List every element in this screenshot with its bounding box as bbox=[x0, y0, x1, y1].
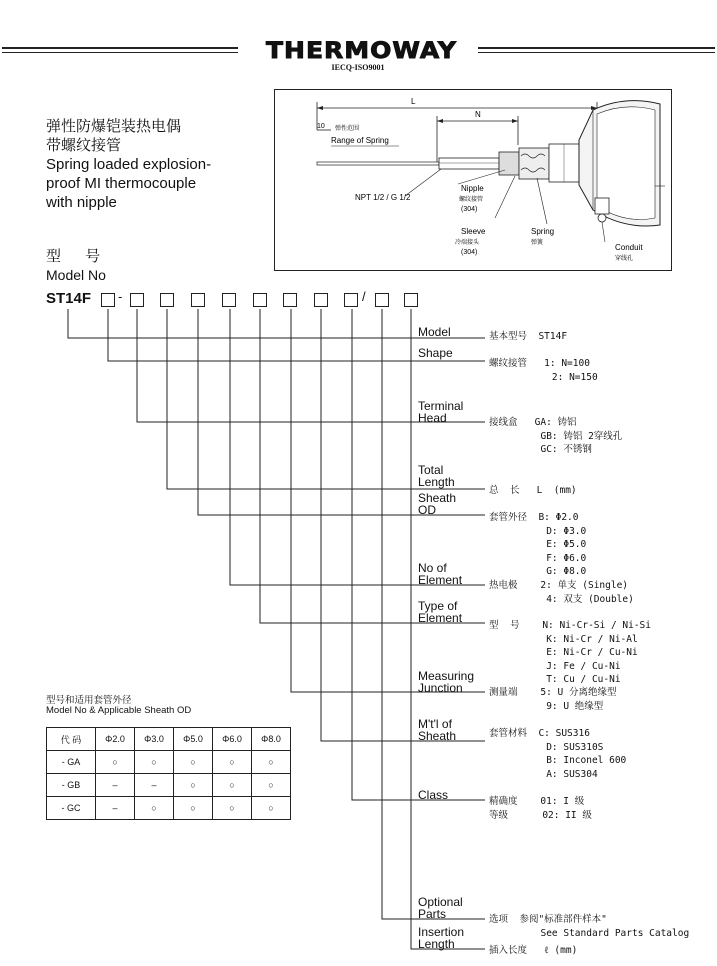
field-label-sheath-od: Sheath OD bbox=[418, 491, 457, 517]
field-desc-terminal-head: 接线盒 GA: 铸铝 GB: 铸铝 2穿线孔 GC: 不锈钢 bbox=[489, 417, 623, 455]
field-desc-type-of-element: 型 号 N: Ni-Cr-Si / Ni-Si K: Ni-Cr / Ni-Al E: Ni-Cr / Cu-Ni J: Fe / Cu-Ni T: Cu / Cu-Ni bbox=[489, 620, 651, 685]
brand-logo: THERMOWAY bbox=[266, 37, 457, 64]
table-cell: – bbox=[135, 774, 174, 797]
spring-cn-label: 弹簧 bbox=[531, 239, 544, 246]
field-label-type-of-element: Type of Element bbox=[418, 599, 463, 625]
table-header-cell: Φ3.0 bbox=[135, 728, 174, 751]
table-cell: ○ bbox=[174, 774, 213, 797]
field-label-shape: Shape bbox=[418, 346, 453, 360]
table-title-cn: 型号和适用套管外径 bbox=[46, 695, 132, 706]
table-header-cell: Φ5.0 bbox=[174, 728, 213, 751]
sleeve-material: (304) bbox=[461, 249, 478, 256]
table-row bbox=[47, 774, 291, 797]
field-desc-class: 精确度 01: I 级 等级 02: II 级 bbox=[489, 796, 592, 821]
dim-n-label: N bbox=[475, 110, 481, 119]
field-label-insertion-length: Insertion Length bbox=[418, 925, 465, 951]
table-header-cell: Φ8.0 bbox=[252, 728, 291, 751]
model-label-en: Model No bbox=[46, 267, 106, 283]
conduit-label: Conduit bbox=[615, 243, 643, 252]
code-dash: - bbox=[118, 289, 123, 304]
model-code: ST14F bbox=[46, 290, 92, 307]
field-label-terminal-head: Terminal Head bbox=[418, 399, 464, 425]
table-cell: ○ bbox=[252, 774, 291, 797]
field-label-model: Model bbox=[418, 325, 451, 339]
model-label-cn: 型 号 bbox=[46, 248, 111, 265]
table-header-cell: Φ2.0 bbox=[96, 728, 135, 751]
spring-range-en: Range of Spring bbox=[331, 136, 389, 145]
table-cell: ○ bbox=[252, 797, 291, 820]
nipple-material: (304) bbox=[461, 206, 478, 213]
table-title-en: Model No & Applicable Sheath OD bbox=[46, 705, 192, 716]
code-slash: / bbox=[362, 289, 366, 304]
table-row bbox=[47, 797, 291, 820]
spring-range-cn: 弹性范围 bbox=[335, 125, 360, 132]
field-desc-measuring-junction: 测量端 5: U 分离绝缘型 9: U 绝缘型 bbox=[489, 687, 617, 712]
table-row bbox=[47, 751, 291, 774]
table-cell: ○ bbox=[135, 751, 174, 774]
title-cn-2: 带螺纹接管 bbox=[46, 137, 122, 154]
table-header-cell: Φ6.0 bbox=[213, 728, 252, 751]
field-label-class: Class bbox=[418, 788, 449, 802]
table-cell: ○ bbox=[96, 751, 135, 774]
field-desc-sheath-od: 套管外径 B: Φ2.0 D: Φ3.0 E: Φ5.0 F: Φ6.0 G: Φ8.0 bbox=[489, 512, 587, 577]
field-label-measuring-junction: Measuring Junction bbox=[418, 669, 475, 695]
sheath-od-table bbox=[46, 727, 291, 820]
field-desc-model: 基本型号 ST14F bbox=[489, 331, 568, 342]
table-header-row bbox=[47, 728, 291, 751]
field-desc-optional-parts: 选项 参阅"标准部件样本" See Standard Parts Catalog bbox=[489, 914, 690, 939]
sleeve-label: Sleeve bbox=[461, 227, 486, 236]
field-label-no-of-element: No of Element bbox=[418, 561, 463, 587]
field-desc-shape: 螺纹接管 1: N=100 2: N=150 bbox=[489, 358, 598, 383]
table-cell: ○ bbox=[174, 751, 213, 774]
title-en-1: Spring loaded explosion- bbox=[46, 156, 212, 173]
npt-label: NPT 1/2 / G 1/2 bbox=[355, 193, 411, 202]
table-cell: - GA bbox=[47, 751, 96, 774]
table-cell: ○ bbox=[135, 797, 174, 820]
sleeve-cn-label: 冷端接头 bbox=[455, 239, 480, 246]
table-cell: ○ bbox=[213, 751, 252, 774]
conduit-cn-label: 穿线孔 bbox=[615, 255, 634, 262]
table-cell: – bbox=[96, 797, 135, 820]
field-desc-no-of-element: 热电极 2: 单支 (Single) 4: 双支 (Double) bbox=[489, 580, 634, 605]
table-cell: ○ bbox=[252, 751, 291, 774]
nipple-cn-label: 螺纹接管 bbox=[459, 196, 484, 203]
table-cell: ○ bbox=[213, 774, 252, 797]
nipple-label: Nipple bbox=[461, 184, 484, 193]
field-desc-total-length: 总 长 L (mm) bbox=[489, 485, 577, 496]
title-en-3: with nipple bbox=[46, 194, 117, 211]
dim-10-label: 10 bbox=[317, 123, 325, 130]
certification-text: IECQ-ISO9001 bbox=[331, 63, 385, 72]
field-desc-insertion-length: 插入长度 ℓ (mm) bbox=[489, 945, 578, 956]
spring-label: Spring bbox=[531, 227, 555, 236]
field-label-total-length: Total Length bbox=[418, 463, 455, 489]
table-cell: ○ bbox=[213, 797, 252, 820]
title-cn-1: 弹性防爆铠装热电偶 bbox=[46, 118, 182, 135]
field-label-sheath-material: M't'l of Sheath bbox=[418, 717, 457, 743]
table-cell: – bbox=[96, 774, 135, 797]
table-cell: - GC bbox=[47, 797, 96, 820]
title-en-2: proof MI thermocouple bbox=[46, 175, 197, 192]
field-desc-sheath-material: 套管材料 C: SUS316 D: SUS310S B: Inconel 600 A: SUS304 bbox=[489, 728, 627, 780]
field-label-optional-parts: Optional Parts bbox=[418, 895, 463, 921]
table-header-cell: 代 码 bbox=[47, 728, 96, 751]
table-cell: - GB bbox=[47, 774, 96, 797]
table-cell: ○ bbox=[174, 797, 213, 820]
dim-l-label: L bbox=[411, 97, 416, 106]
